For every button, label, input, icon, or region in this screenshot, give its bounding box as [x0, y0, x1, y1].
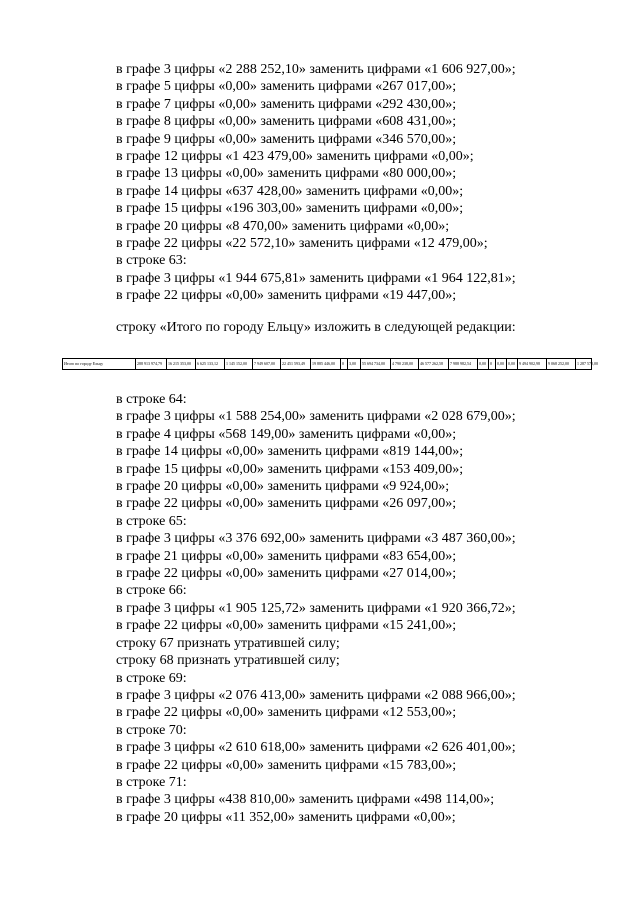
amendments-block-top	[116, 61, 586, 305]
amendment-line: в графе 20 цифры «8 470,00» заменить цифрами «0,00»;	[116, 218, 450, 234]
amendment-line: в графе 22 цифры «0,00» заменить цифрами «15 241,00»;	[116, 618, 457, 634]
total-row-table	[62, 358, 598, 370]
row-heading: в строке 70:	[116, 722, 187, 738]
table-cell: 19 885 446,00	[311, 359, 341, 369]
amendment-line: в графе 22 цифры «0,00» заменить цифрами «12 553,00»;	[116, 705, 457, 721]
amendment-line: в графе 3 цифры «1 588 254,00» заменить цифрами «2 028 679,00»;	[116, 409, 516, 425]
amendment-line: в графе 22 цифры «0,00» заменить цифрами «15 783,00»;	[116, 757, 457, 773]
amendment-line: в графе 3 цифры «1 905 125,72» заменить цифрами «1 920 366,72»;	[116, 600, 516, 616]
table-cell: 16 215 353,00	[167, 359, 196, 369]
amendment-line: в графе 3 цифры «2 288 252,10» заменить цифрами «1 606 927,00»;	[116, 62, 516, 77]
amendment-line: в графе 7 цифры «0,00» заменить цифрами «292 430,00»;	[116, 96, 457, 112]
amendment-line: в графе 14 цифры «0,00» заменить цифрами «819 144,00»;	[116, 444, 464, 460]
amendment-line: в графе 5 цифры «0,00» заменить цифрами «267 017,00»;	[116, 79, 457, 95]
table-cell: 0,00	[478, 359, 489, 369]
amendments-block-bottom	[116, 391, 586, 826]
amendment-line: в графе 22 цифры «22 572,10» заменить цифрами «12 479,00»;	[116, 236, 488, 252]
amendment-line: в графе 22 цифры «0,00» заменить цифрами «19 447,00»;	[116, 288, 457, 304]
table-cell: 22 451 593,49	[281, 359, 311, 369]
row-heading: в строке 63:	[116, 253, 187, 269]
table-cell: 0	[489, 359, 496, 369]
amendment-line: в графе 13 цифры «0,00» заменить цифрами «80 000,00»;	[116, 166, 457, 182]
amendment-line: в графе 15 цифры «0,00» заменить цифрами «153 409,00»;	[116, 461, 464, 477]
row-heading: в строке 66:	[116, 583, 187, 599]
amendment-line: в графе 3 цифры «3 376 692,00» заменить цифрами «3 487 360,00»;	[116, 531, 516, 547]
table-cell: 9 068 252,00	[547, 359, 576, 369]
amendment-line: в графе 21 цифры «0,00» заменить цифрами «83 654,00»;	[116, 548, 457, 564]
amendment-line: в графе 9 цифры «0,00» заменить цифрами «346 570,00»;	[116, 131, 457, 147]
amendment-line: в графе 20 цифры «11 352,00» заменить цифрами «0,00»;	[116, 809, 456, 825]
table-cell: 1 287 570,00	[577, 361, 598, 366]
table-cell: 0,00	[496, 359, 507, 369]
amendment-line: в графе 22 цифры «0,00» заменить цифрами «26 097,00»;	[116, 496, 457, 512]
table-cell: 7 988 982,54	[449, 359, 478, 369]
repeal-line: строку 68 признать утратившей силу;	[116, 653, 340, 669]
amendment-line: в графе 14 цифры «637 428,00» заменить цифрами «0,00»;	[116, 183, 464, 199]
amendment-line: в графе 4 цифры «568 149,00» заменить цифрами «0,00»;	[116, 426, 457, 442]
amendment-line: в графе 22 цифры «0,00» заменить цифрами «27 014,00»;	[116, 566, 457, 582]
table-cell: 55 694 734,00	[361, 359, 391, 369]
row-heading: в строке 69:	[116, 670, 187, 686]
table-cell: 0,00	[507, 359, 518, 369]
row-heading: в строке 64:	[116, 392, 187, 407]
row-heading: в строке 65:	[116, 513, 187, 529]
amendment-line: в графе 12 цифры «1 423 479,00» заменить цифрами «0,00»;	[116, 149, 474, 165]
repeal-line: строку 67 признать утратившей силу;	[116, 635, 340, 651]
amendment-line: в графе 8 цифры «0,00» заменить цифрами «608 431,00»;	[116, 114, 457, 130]
table-cell: 0	[341, 359, 348, 369]
amendment-line: в графе 3 цифры «1 944 675,81» заменить цифрами «1 964 122,81»;	[116, 270, 516, 286]
amendment-line: в графе 3 цифры «438 810,00» заменить цифрами «498 114,00»;	[116, 792, 495, 808]
table-cell: 7 949 607,00	[253, 359, 281, 369]
table-cell: 1 145 152,00	[225, 359, 253, 369]
amendment-line: в графе 15 цифры «196 303,00» заменить цифрами «0,00»;	[116, 201, 464, 217]
table-cell-label: Итого по городу Ельцу	[63, 359, 136, 369]
table-cell: 288 913 974,79	[136, 359, 167, 369]
table-cell: 46 577 262,58	[419, 359, 449, 369]
table-cell: 6 625 133,12	[196, 359, 225, 369]
row-heading: в строке 71:	[116, 774, 187, 790]
table-cell: 4 790 238,00	[391, 359, 419, 369]
table-cell: 9 494 902,98	[518, 359, 547, 369]
redaction-instruction: строку «Итого по городу Ельцу» изложить в следующей редакции:	[116, 320, 516, 335]
amendment-line: в графе 3 цифры «2 610 618,00» заменить цифрами «2 626 401,00»;	[116, 740, 516, 756]
amendment-line: в графе 20 цифры «0,00» заменить цифрами «9 924,00»;	[116, 479, 450, 495]
table-cell: 3,00	[348, 359, 361, 369]
amendment-line: в графе 3 цифры «2 076 413,00» заменить цифрами «2 088 966,00»;	[116, 687, 516, 703]
